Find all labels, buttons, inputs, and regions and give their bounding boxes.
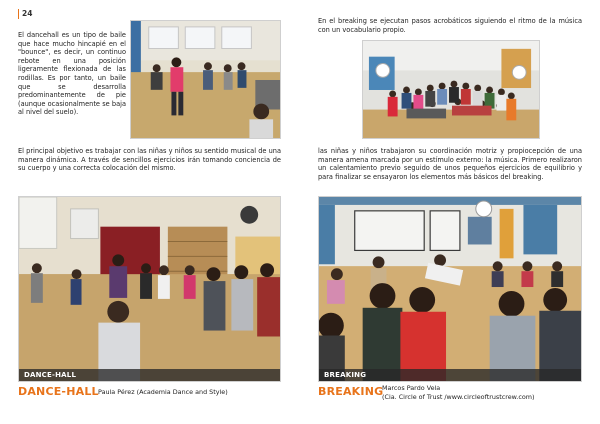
photo-breaking-floor (318, 196, 582, 382)
breaking-intro: En el breaking se ejecutan pasos acrobáticos siguiendo el ritmo de la música con un vocabulario propio. (318, 17, 582, 34)
photo-breaking-group (362, 40, 540, 139)
credit-breaking-company: (Cia. Circle of Trust /www.circleoftrustcrew.com) (382, 393, 535, 401)
section-title-dancehall: DANCE-HALL (18, 385, 99, 398)
dancehall-description: El dancehall es un tipo de baile que hace mucho hincapié en el "bounce", es decir, un continuo rebote en una posición ligeramente flexionada de las rodillas. Es por tanto, un baile que se desarrolla predominantemente de pie (aunque ocasionalmente se baja al nivel del suelo). (18, 31, 126, 117)
photo-caption-dancehall: DANCE-HALL (24, 371, 77, 379)
photo-dancehall-gym (18, 196, 281, 382)
credit-dancehall: Paula Pérez (Academia Dance and Style) (98, 388, 228, 396)
objective-description: El principal objetivo es trabajar con las niñas y niños su sentido musical de una manera dinámica. A través de sencillos ejercicios irán tomando conciencia de su cuerpo y una correcta colocación del mismo. (18, 147, 281, 173)
page-number: 24 (22, 9, 33, 18)
photo-caption-band (19, 369, 280, 381)
photo-caption-band (319, 369, 581, 381)
photo-caption-breaking: BREAKING (324, 371, 367, 379)
page-number-rule (18, 9, 19, 19)
credit-breaking-name: Marcos Pardo Vela (382, 384, 441, 392)
breaking-description: las niñas y niños trabajaron su coordinación motriz y propiocepción de una manera amena marcada por un estímulo externo: la música. Primero realizaron un calentamiento previo seguido de unos pequeños ejercicios de equilibrio y para finalizar se ensayaron los elementos más básicos del breaking. (318, 147, 582, 181)
photo-dancehall-class (130, 20, 281, 139)
section-title-breaking: BREAKING (318, 385, 384, 398)
